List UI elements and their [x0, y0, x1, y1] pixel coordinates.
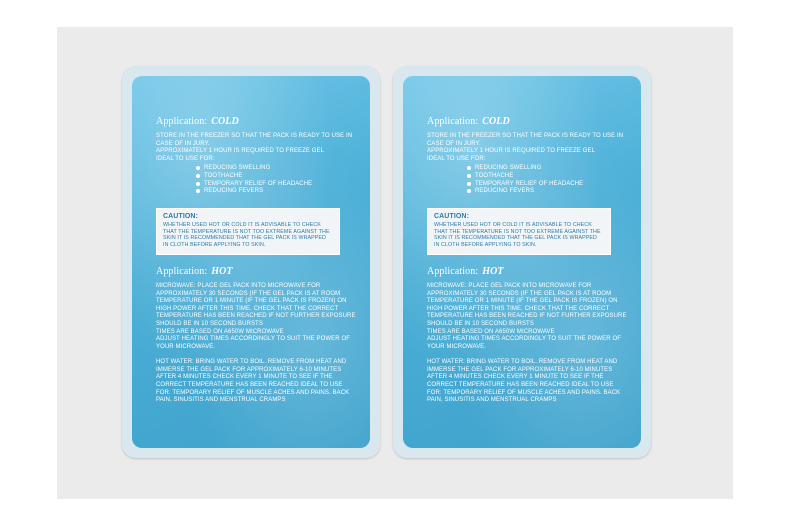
list-item: TOOTHACHE — [467, 173, 627, 181]
ideal-text: IDEAL TO USE FOR: — [156, 155, 215, 162]
uses-list — [427, 165, 627, 195]
cold-heading — [156, 116, 356, 128]
list-item: REDUCING SWELLING — [196, 165, 356, 173]
microwave-text: MICROWAVE: PLACE GEL PACK INTO MICROWAVE FOR APPROXIMATELY 30 SECONDS (IF THE GEL PACK IS AT ROOM TEMPERATURE OR 1 MINUTE (IF THE GEL PACK IS FROZEN) ON HIGH POWER AFTER THIS TIME. CHECK THAT THE CORRECT TEMPERATURE HAS BEEN REACHED IF NOT FURTHER EXPOSURE SHOULD BE IN 10 SECOND BURSTS — [156, 282, 356, 327]
list-item: REDUCING FEVERS — [467, 188, 627, 196]
times-text: TIMES ARE BASED ON A650W MICROWAVE — [156, 328, 284, 335]
uses-list — [156, 165, 356, 195]
list-item: TOOTHACHE — [196, 173, 356, 181]
gel-pack-left — [122, 66, 380, 458]
gel-pack-body — [403, 76, 641, 448]
gel-pack-body — [132, 76, 370, 448]
hot-heading-prefix: Application: — [156, 265, 208, 277]
list-item: TEMPORARY RELIEF OF HEADACHE — [196, 181, 356, 189]
cold-heading-type: COLD — [211, 116, 239, 127]
hot-heading-prefix: Application: — [427, 265, 479, 277]
label-print — [427, 116, 627, 405]
ideal-text: IDEAL TO USE FOR: — [427, 155, 486, 162]
store-text: STORE IN THE FREEZER SO THAT THE PACK IS READY TO USE IN CASE OF IN JURY. — [427, 133, 624, 147]
caution-text: WHETHER USED HOT OR COLD IT IS ADVISABLE TO CHECK THAT THE TEMPERATURE IS NOT TOO EXTREME AGAINST THE SKIN IT IS RECOMMENDED THAT THE GEL PACK IS WRAPPED IN CLOTH BEFORE APPLYING TO SKIN. — [163, 221, 330, 249]
adjust-text: ADJUST HEATING TIMES ACCORDINGLY TO SUIT THE POWER OF YOUR MICROWAVE. — [427, 336, 621, 350]
hot-heading — [427, 266, 627, 278]
cold-heading — [427, 116, 627, 128]
label-print — [156, 116, 356, 405]
list-item: TEMPORARY RELIEF OF HEADACHE — [467, 181, 627, 189]
gel-pack-right — [393, 66, 651, 458]
caution-title: CAUTION: — [163, 212, 199, 220]
hot-section — [427, 266, 627, 405]
hot-section — [156, 266, 356, 405]
caution-text: WHETHER USED HOT OR COLD IT IS ADVISABLE TO CHECK THAT THE TEMPERATURE IS NOT TOO EXTREME AGAINST THE SKIN IT IS RECOMMENDED THAT THE GEL PACK IS WRAPPED IN CLOTH BEFORE APPLYING TO SKIN. — [434, 221, 601, 249]
adjust-text: ADJUST HEATING TIMES ACCORDINGLY TO SUIT THE POWER OF YOUR MICROWAVE. — [156, 336, 350, 350]
hot-heading-type: HOT — [211, 265, 233, 277]
microwave-text: MICROWAVE: PLACE GEL PACK INTO MICROWAVE FOR APPROXIMATELY 30 SECONDS (IF THE GEL PACK IS AT ROOM TEMPERATURE OR 1 MINUTE (IF THE GEL PACK IS FROZEN) ON HIGH POWER AFTER THIS TIME. CHECK THAT THE CORRECT TEMPERATURE HAS BEEN REACHED IF NOT FURTHER EXPOSURE SHOULD BE IN 10 SECOND BURSTS — [427, 282, 627, 327]
cold-heading-prefix: Application: — [427, 116, 479, 127]
store-text: STORE IN THE FREEZER SO THAT THE PACK IS READY TO USE IN CASE OF IN JURY. — [156, 133, 353, 147]
cold-heading-prefix: Application: — [156, 116, 208, 127]
caution-box — [156, 208, 340, 255]
caution-title: CAUTION: — [434, 212, 470, 220]
list-item: REDUCING SWELLING — [467, 165, 627, 173]
hot-heading-type: HOT — [482, 265, 504, 277]
times-text: TIMES ARE BASED ON A650W MICROWAVE — [427, 328, 555, 335]
cold-heading-type: COLD — [482, 116, 510, 127]
caution-box — [427, 208, 611, 255]
list-item: REDUCING FEVERS — [196, 188, 356, 196]
freeze-text: APPROXIMATELY 1 HOUR IS REQUIRED TO FREEZE GEL — [156, 148, 325, 155]
hotwater-text: HOT WATER: BRING WATER TO BOIL. REMOVE FROM HEAT AND IMMERSE THE GEL PACK FOR APPROXIMATELY 6-10 MINUTES AFTER 4 MINUTES CHECK EVERY 1 MINUTE TO SEE IF THE CORRECT TEMPERATURE HAS BEEN REACHED IDEAL TO USE FOR: TEMPORARY RELIEF OF MUSCLE ACHES AND PAINS. BACK PAIN, SINUSITIS AND MENSTRUAL CRAMPS — [156, 359, 350, 404]
freeze-text: APPROXIMATELY 1 HOUR IS REQUIRED TO FREEZE GEL — [427, 148, 596, 155]
hotwater-text: HOT WATER: BRING WATER TO BOIL. REMOVE FROM HEAT AND IMMERSE THE GEL PACK FOR APPROXIMATELY 6-10 MINUTES AFTER 4 MINUTES CHECK EVERY 1 MINUTE TO SEE IF THE CORRECT TEMPERATURE HAS BEEN REACHED IDEAL TO USE FOR: TEMPORARY RELIEF OF MUSCLE ACHES AND PAINS. BACK PAIN, SINUSITIS AND MENSTRUAL CRAMPS — [427, 359, 621, 404]
hot-heading — [156, 266, 356, 278]
